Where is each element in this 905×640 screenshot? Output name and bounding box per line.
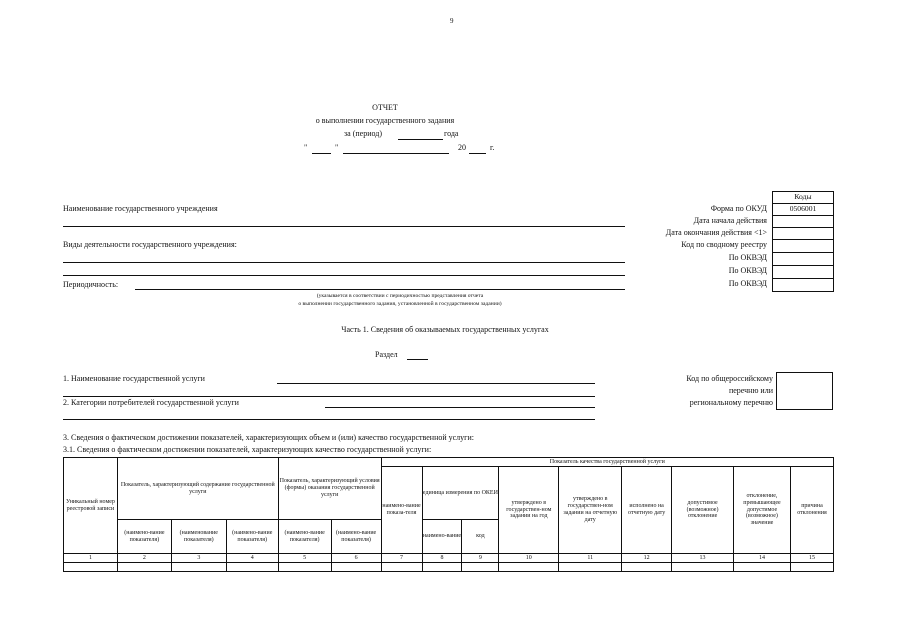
codes-table [772,191,834,292]
period-blank[interactable] [398,139,443,140]
quality-table [63,457,834,572]
codes-value-registry[interactable] [773,240,834,253]
codes-label-end: Дата окончания действия <1> [665,228,767,237]
codes-label-okved-2: По ОКВЭД [728,266,767,275]
table-cell[interactable] [331,563,381,572]
table-cell[interactable] [499,563,559,572]
header-unit-code: код [462,520,499,554]
table-cell[interactable] [559,563,622,572]
table-cell[interactable] [734,563,791,572]
header-unit-name: наимено-вание [422,520,462,554]
col-number: 2 [117,554,171,563]
codes-value-okved-2[interactable] [773,266,834,279]
table-cell[interactable] [790,563,833,572]
codes-value-end[interactable] [773,228,834,240]
date-day-blank[interactable] [312,153,331,154]
col-number: 10 [499,554,559,563]
periodicity-line[interactable] [135,289,625,290]
institution-line[interactable] [63,226,625,227]
col-number: 8 [422,554,462,563]
periodicity-note-2: о выполнении государственного задания, установленной в государственном задании) [298,301,502,307]
table-cell[interactable] [462,563,499,572]
header-quality-group: Показатель качества государственной услуги [381,458,833,467]
report-subtitle: о выполнении государственного задания [315,116,455,125]
consumers-line-2[interactable] [63,419,595,420]
header-conditions-name-1: (наимено-вание показателя) [278,520,331,554]
period-suffix: года [444,129,459,138]
section-31-label: 3.1. Сведения о фактическом достижении показателей, характеризующих качество государственной услуги: [63,445,432,454]
codes-label-okved-3: По ОКВЭД [728,279,767,288]
col-number: 3 [171,554,226,563]
part-title: Часть 1. Сведения об оказываемых государственных услугах [341,325,549,334]
header-executed: исполнено на отчетную дату [622,467,672,554]
consumers-label: 2. Категории потребителей государственной услуги [63,398,239,407]
header-content-name-2: (наименование показателя) [171,520,226,554]
col-number: 7 [381,554,422,563]
header-conditions-group: Показатель, характеризующий условия (формы) оказания государственной услуги [278,458,381,520]
activities-label: Виды деятельности государственного учреждения: [63,240,237,249]
header-allowed: допустимое (возможное) отклонение [672,467,734,554]
code-perech-label-1: Код по общероссийскому [686,374,773,383]
service-name-label: 1. Наименование государственной услуги [63,374,205,383]
col-number: 9 [462,554,499,563]
date-year-blank[interactable] [469,153,486,154]
column-numbers-row [64,554,834,563]
codes-value-okved-3[interactable] [773,279,834,292]
col-number: 14 [734,554,791,563]
section-3-label: 3. Сведения о фактическом достижении показателей, характеризующих объем и (или) качество государственной услуги: [63,433,474,442]
codes-value-start[interactable] [773,216,834,228]
header-content-group: Показатель, характеризующий содержание государственной услуги [117,458,278,520]
table-cell[interactable] [171,563,226,572]
table-cell[interactable] [422,563,462,572]
date-suffix: г. [490,143,495,152]
table-cell[interactable] [117,563,171,572]
header-content-name-3: (наимено-вание показателя) [226,520,278,554]
header-exceeding: отклонение, превышающее допустимое (возможное) значение [734,467,791,554]
header-content-name-1: (наимено-вание показателя) [117,520,171,554]
col-number: 11 [559,554,622,563]
header-qual-name: наимено-вание показа-теля [381,467,422,554]
codes-value-okud[interactable]: 0506001 [773,204,834,216]
date-quote-open: " [304,143,308,152]
codes-value-okved-1[interactable] [773,253,834,266]
date-quote-close: " [335,143,339,152]
service-name-line[interactable] [277,383,595,384]
institution-label: Наименование государственного учреждения [63,204,218,213]
col-number: 4 [226,554,278,563]
periodicity-note-1: (указывается в соответствии с периодичностью представления отчета [316,293,484,299]
codes-label-registry: Код по сводному реестру [681,240,767,249]
table-cell[interactable] [381,563,422,572]
col-number: 5 [278,554,331,563]
header-approved-date: утверждено в государствен-ном задании на отчетную дату [559,467,622,554]
header-unique-number: Уникальный номер реестровой записи [64,458,118,554]
code-perech-label-2: перечню или [728,386,773,395]
code-perech-box[interactable] [776,372,833,410]
table-cell[interactable] [226,563,278,572]
report-title: ОТЧЕТ [372,103,398,112]
service-name-line-2[interactable] [63,396,595,397]
col-number: 1 [64,554,118,563]
header-reason: причина отклонения [790,467,833,554]
header-approved-year: утверждено в государствен-ном задании на год [499,467,559,554]
codes-label-okud: Форма по ОКУД [710,204,767,213]
col-number: 6 [331,554,381,563]
section-number-blank[interactable] [407,359,428,360]
code-perech-label-3: региональному перечню [689,398,773,407]
date-month-blank[interactable] [343,153,449,154]
period-label: за (период) [344,129,382,138]
activities-line-1[interactable] [63,262,625,263]
page-number: 9 [450,17,454,25]
section-label: Раздел [375,350,398,359]
consumers-line[interactable] [325,407,595,408]
col-number: 12 [622,554,672,563]
table-cell[interactable] [278,563,331,572]
header-unit: единица измерения по ОКЕИ [422,467,499,520]
col-number: 13 [672,554,734,563]
table-row [64,563,834,572]
date-year-prefix: 20 [458,143,466,152]
codes-label-start: Дата начала действия [693,216,767,225]
table-cell[interactable] [672,563,734,572]
table-cell[interactable] [64,563,118,572]
periodicity-label: Периодичность: [63,280,119,289]
header-conditions-name-2: (наимено-вание показателя) [331,520,381,554]
codes-header: Коды [773,192,834,204]
activities-line-2[interactable] [63,275,625,276]
table-cell[interactable] [622,563,672,572]
col-number: 15 [790,554,833,563]
codes-label-okved-1: По ОКВЭД [728,253,767,262]
